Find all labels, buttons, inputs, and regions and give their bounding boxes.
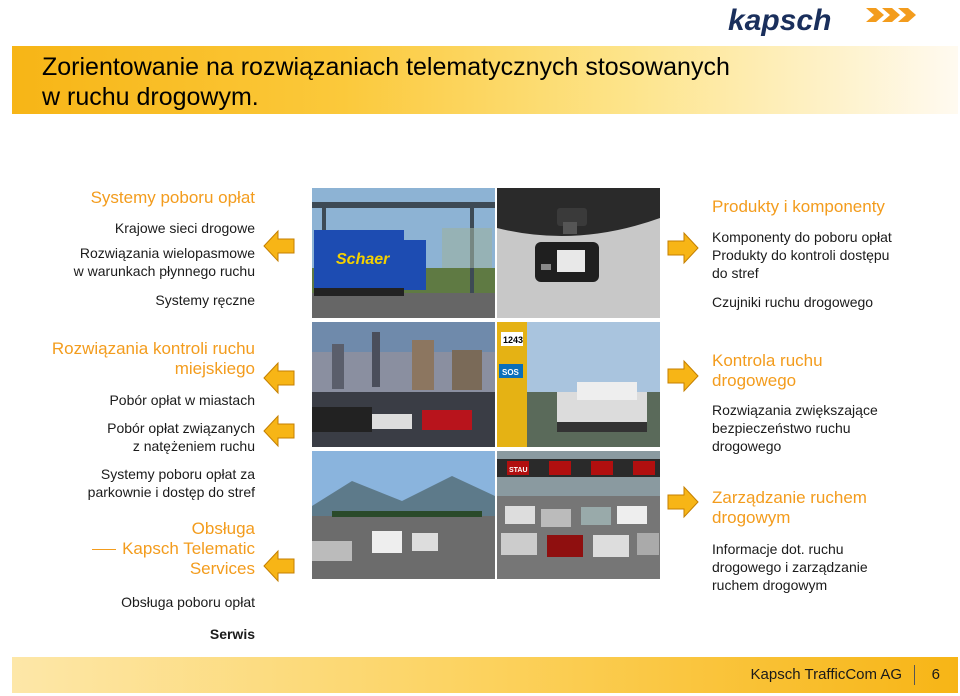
left-item: Serwis bbox=[209, 626, 255, 642]
right-heading-traffic-management-2: drogowym bbox=[712, 508, 791, 527]
right-item: drogowego bbox=[712, 438, 782, 454]
right-heading-products: Produkty i komponenty bbox=[712, 197, 885, 216]
right-item: bezpieczeństwo ruchu bbox=[712, 420, 851, 436]
left-heading-services-2 bbox=[10, 539, 255, 559]
right-group-products bbox=[712, 197, 957, 311]
arrow-right-icon bbox=[666, 230, 700, 266]
left-item: Rozwiązania wielopasmowe bbox=[79, 245, 255, 261]
right-item: ruchem drogowym bbox=[712, 577, 828, 593]
page-title bbox=[42, 52, 862, 112]
logo-text: kapsch bbox=[728, 4, 832, 36]
right-item: drogowego i zarządzanie bbox=[712, 559, 868, 575]
page-number: 6 bbox=[931, 666, 940, 683]
left-item: z natężeniem ruchu bbox=[132, 438, 255, 454]
left-heading-services-3: Services bbox=[189, 559, 255, 578]
kapsch-logo bbox=[726, 4, 926, 36]
right-item: Produkty do kontroli dostępu bbox=[712, 247, 890, 263]
arrow-right-icon bbox=[666, 358, 700, 394]
right-group-traffic-management bbox=[712, 488, 957, 594]
footer-band bbox=[12, 657, 958, 693]
left-item: Pobór opłat związanych bbox=[107, 420, 255, 436]
right-item: Informacje dot. ruchu bbox=[712, 541, 844, 557]
arrow-left-icon bbox=[262, 228, 296, 264]
photo-toll-plaza bbox=[497, 322, 660, 447]
left-heading-urban: Rozwiązania kontroli ruchu bbox=[51, 339, 255, 358]
arrow-left-icon bbox=[262, 548, 296, 584]
left-heading-urban-2: miejskiego bbox=[174, 359, 255, 378]
arrow-left-icon bbox=[262, 360, 296, 396]
right-heading-traffic-management: Zarządzanie ruchem bbox=[712, 488, 867, 507]
dash-line bbox=[92, 549, 116, 550]
photo-city-street bbox=[312, 322, 495, 447]
left-group-services bbox=[10, 519, 255, 643]
left-item: w warunkach płynnego ruchu bbox=[73, 263, 255, 279]
arrow-left-icon bbox=[262, 413, 296, 449]
left-heading-services-text: Kapsch Telematic bbox=[122, 539, 255, 558]
page-title-line2: w ruchu drogowym. bbox=[42, 83, 259, 111]
arrow-right-icon bbox=[666, 484, 700, 520]
left-heading-tolling: Systemy poboru opłat bbox=[90, 188, 255, 207]
left-item: Obsługa poboru opłat bbox=[121, 594, 255, 610]
gantry-sign-text: 1243 bbox=[503, 335, 524, 345]
stau-sign-text: STAU bbox=[509, 467, 528, 474]
left-heading-services: Obsługa bbox=[191, 519, 255, 538]
left-item: Systemy ręczne bbox=[155, 292, 255, 308]
left-item: Pobór opłat w miastach bbox=[109, 392, 255, 408]
left-item: Systemy poboru opłat za bbox=[100, 466, 255, 482]
footer-divider bbox=[914, 665, 915, 685]
photo-motorway-toll bbox=[312, 451, 495, 579]
right-item: do stref bbox=[712, 265, 759, 281]
right-item: Czujniki ruchu drogowego bbox=[712, 294, 874, 310]
right-heading-traffic-control: Kontrola ruchu bbox=[712, 351, 823, 370]
right-item: Komponenty do poboru opłat bbox=[712, 229, 892, 245]
right-heading-traffic-control-2: drogowego bbox=[712, 371, 797, 390]
footer-company: Kapsch TrafficCom AG bbox=[750, 666, 902, 683]
left-group-urban bbox=[10, 339, 255, 501]
page-title-line1: Zorientowanie na rozwiązaniach telematycznych stosowanych bbox=[42, 53, 730, 81]
left-item: Krajowe sieci drogowe bbox=[114, 220, 255, 236]
right-item: Rozwiązania zwiększające bbox=[712, 402, 878, 418]
left-group-tolling bbox=[10, 188, 255, 309]
photo-obu-device bbox=[497, 188, 660, 318]
sos-sign-text: SOS bbox=[502, 368, 519, 377]
truck-sign-text: Schaer bbox=[336, 251, 390, 268]
left-item: parkownie i dostęp do stref bbox=[87, 484, 255, 500]
photo-truck-gantry bbox=[312, 188, 495, 318]
photo-traffic-jam bbox=[497, 451, 660, 579]
right-group-traffic-control bbox=[712, 351, 957, 455]
